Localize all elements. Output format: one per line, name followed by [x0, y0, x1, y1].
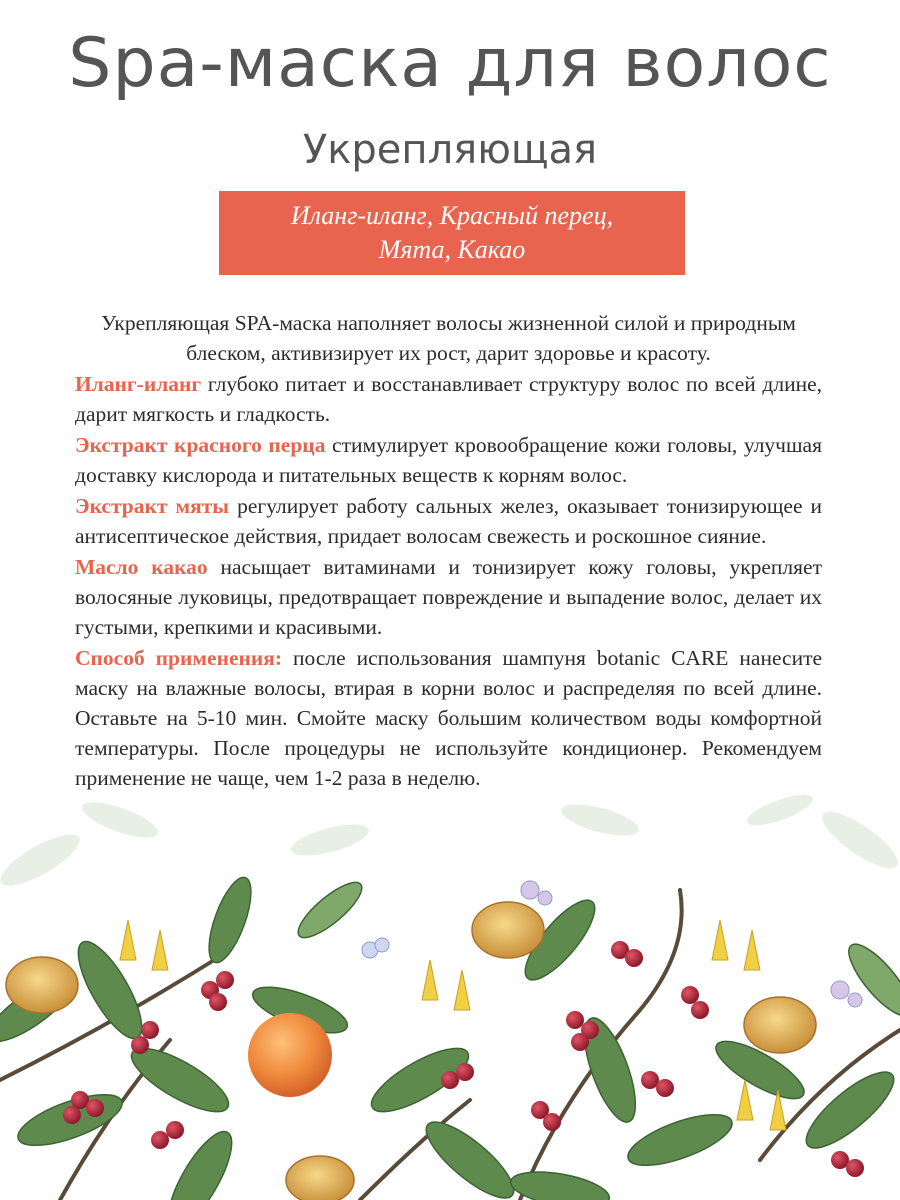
- ingredients-banner: [219, 191, 685, 275]
- ingredient-name: Экстракт мяты: [75, 494, 230, 518]
- small-blossoms: [362, 881, 862, 1007]
- ingredient-ylang: [75, 369, 822, 429]
- ingredient-text: насыщает витаминами и тонизирует кожу головы, укрепляет волосяные луковицы, предотвращает повреждение и выпадение волос, делает их густыми, крепкими и красивыми.: [75, 555, 822, 639]
- ingredient-name: Масло какао: [75, 555, 208, 579]
- page-title: Spa-маска для волос: [68, 24, 832, 103]
- ingredient-name: Иланг-иланг: [75, 372, 202, 396]
- usage-text: после использования шампуня botanic CARE нанесите маску на влажные волосы, втирая в корни волос и распределяя по всей длине. Оставьте на 5-10 мин. Смойте маску большим количеством воды комфортной температуры. После процедуры не используйте кондиционер. Рекомендуем применение не чаще, чем 1-2 раза в неделю.: [75, 646, 823, 790]
- banner-line-2: Мята, Какао: [378, 235, 526, 264]
- description-body: [75, 308, 822, 794]
- ingredient-text: регулирует работу сальных желез, оказывает тонизирующее и антисептическое действия, придает волосам свежесть и роскошное сияние.: [75, 494, 822, 548]
- faint-foliage: [0, 789, 900, 895]
- botanical-illustration: [0, 780, 900, 1200]
- ingredient-text: стимулирует кровообращение кожи головы, улучшая доставку кислорода и питательных веществ к корням волос.: [75, 433, 822, 487]
- ingredient-pepper: [75, 430, 822, 490]
- intro-paragraph: Укрепляющая SPA-маска наполняет волосы жизненной силой и природным блеском, активизирует их рост, дарит здоровье и красоту.: [101, 311, 796, 365]
- usage-label: Способ применения:: [75, 646, 283, 670]
- orange-fruit: [248, 1013, 332, 1097]
- ingredient-cocoa: [75, 552, 822, 642]
- usage-paragraph: [75, 643, 822, 793]
- banner-line-1: Иланг-иланг, Красный перец,: [290, 201, 614, 230]
- page-subtitle: Укрепляющая: [302, 127, 598, 173]
- ingredient-name: Экстракт красного перца: [75, 433, 326, 457]
- ingredient-text: глубоко питает и восстанавливает структуру волос по всей длине, дарит мягкость и гладкость.: [75, 372, 822, 426]
- ingredient-mint: [75, 491, 822, 551]
